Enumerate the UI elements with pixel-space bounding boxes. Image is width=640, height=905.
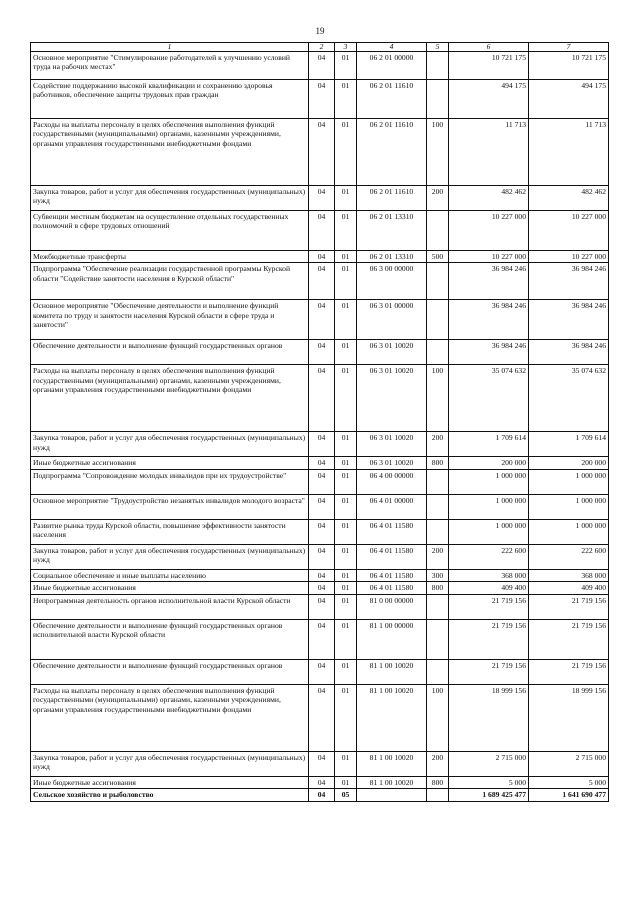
row-amount-1: 2 715 000 bbox=[449, 751, 529, 776]
row-target-code: 06 4 01 11580 bbox=[357, 519, 427, 544]
row-target-code: 81 1 00 10020 bbox=[357, 684, 427, 751]
row-amount-1: 10 721 175 bbox=[449, 52, 529, 80]
row-amount-1: 1 000 000 bbox=[449, 494, 529, 519]
row-section-code: 04 bbox=[309, 751, 335, 776]
row-amount-1: 11 713 bbox=[449, 119, 529, 186]
row-expense-type-code bbox=[427, 211, 449, 251]
row-amount-1: 222 600 bbox=[449, 544, 529, 569]
row-name: Развитие рынка труда Курской области, повышение эффективности занятости населения bbox=[31, 519, 309, 544]
row-subsection-code: 01 bbox=[335, 211, 357, 251]
row-amount-1: 21 719 156 bbox=[449, 659, 529, 684]
row-amount-1: 35 074 632 bbox=[449, 365, 529, 432]
row-name: Закупка товаров, работ и услуг для обеспечения государственных (муниципальных) нужд bbox=[31, 751, 309, 776]
row-name: Основное мероприятие "Обеспечение деятельности и выполнение функций комитета по труду и занятости населения Курской области в сфере труда и занятости" bbox=[31, 300, 309, 340]
row-expense-type-code: 200 bbox=[427, 544, 449, 569]
header-col-6: 6 bbox=[449, 43, 529, 52]
row-name: Иные бюджетные ассигнования bbox=[31, 582, 309, 594]
row-expense-type-code: 200 bbox=[427, 186, 449, 211]
row-amount-1: 1 000 000 bbox=[449, 469, 529, 494]
row-section-code: 04 bbox=[309, 457, 335, 469]
row-name: Субвенции местным бюджетам на осуществление отдельных государственных полномочий в сфере трудовых отношений bbox=[31, 211, 309, 251]
table-row bbox=[31, 594, 609, 619]
row-amount-1: 5 000 bbox=[449, 776, 529, 788]
row-amount-1: 10 227 000 bbox=[449, 251, 529, 263]
header-col-4: 4 bbox=[357, 43, 427, 52]
row-amount-1: 21 719 156 bbox=[449, 594, 529, 619]
table-row bbox=[31, 251, 609, 263]
row-amount-1: 36 984 246 bbox=[449, 263, 529, 300]
row-subsection-code: 01 bbox=[335, 186, 357, 211]
row-expense-type-code: 100 bbox=[427, 684, 449, 751]
row-target-code: 81 1 00 10020 bbox=[357, 751, 427, 776]
header-col-2: 2 bbox=[309, 43, 335, 52]
table-row bbox=[31, 789, 609, 801]
row-amount-1: 482 462 bbox=[449, 186, 529, 211]
row-expense-type-code: 200 bbox=[427, 432, 449, 457]
row-amount-1: 200 000 bbox=[449, 457, 529, 469]
table-row bbox=[31, 80, 609, 119]
row-target-code: 06 3 01 10020 bbox=[357, 340, 427, 365]
row-expense-type-code bbox=[427, 263, 449, 300]
row-expense-type-code: 800 bbox=[427, 457, 449, 469]
row-amount-1: 409 400 bbox=[449, 582, 529, 594]
row-subsection-code: 01 bbox=[335, 300, 357, 340]
row-section-code: 04 bbox=[309, 80, 335, 119]
header-row bbox=[31, 43, 609, 52]
row-amount-2: 36 984 246 bbox=[529, 263, 609, 300]
row-amount-1: 18 999 156 bbox=[449, 684, 529, 751]
row-subsection-code: 01 bbox=[335, 263, 357, 300]
row-expense-type-code bbox=[427, 519, 449, 544]
row-amount-2: 368 000 bbox=[529, 569, 609, 581]
row-amount-2: 200 000 bbox=[529, 457, 609, 469]
row-section-code: 04 bbox=[309, 519, 335, 544]
row-name: Сельское хозяйство и рыболовство bbox=[31, 789, 309, 801]
table-row bbox=[31, 432, 609, 457]
row-amount-2: 1 709 614 bbox=[529, 432, 609, 457]
row-amount-1: 1 709 614 bbox=[449, 432, 529, 457]
row-section-code: 04 bbox=[309, 619, 335, 659]
row-expense-type-code bbox=[427, 52, 449, 80]
row-target-code: 81 1 00 10020 bbox=[357, 776, 427, 788]
row-name: Закупка товаров, работ и услуг для обеспечения государственных (муниципальных) нужд bbox=[31, 544, 309, 569]
table-row bbox=[31, 365, 609, 432]
table-row bbox=[31, 186, 609, 211]
header-col-3: 3 bbox=[335, 43, 357, 52]
row-section-code: 04 bbox=[309, 776, 335, 788]
row-amount-1: 1 000 000 bbox=[449, 519, 529, 544]
row-subsection-code: 01 bbox=[335, 582, 357, 594]
table-row bbox=[31, 569, 609, 581]
row-amount-1: 368 000 bbox=[449, 569, 529, 581]
row-expense-type-code bbox=[427, 659, 449, 684]
table-row bbox=[31, 544, 609, 569]
row-name: Обеспечение деятельности и выполнение функций государственных органов исполнительной власти Курской области bbox=[31, 619, 309, 659]
row-subsection-code: 01 bbox=[335, 594, 357, 619]
row-amount-2: 222 600 bbox=[529, 544, 609, 569]
row-target-code: 06 2 01 11610 bbox=[357, 186, 427, 211]
row-amount-2: 36 984 246 bbox=[529, 300, 609, 340]
row-section-code: 04 bbox=[309, 365, 335, 432]
row-section-code: 04 bbox=[309, 469, 335, 494]
table-row bbox=[31, 457, 609, 469]
row-amount-1: 36 984 246 bbox=[449, 340, 529, 365]
row-target-code: 06 4 01 11580 bbox=[357, 582, 427, 594]
table-row bbox=[31, 340, 609, 365]
row-subsection-code: 01 bbox=[335, 776, 357, 788]
table-row bbox=[31, 52, 609, 80]
row-section-code: 04 bbox=[309, 300, 335, 340]
table-row bbox=[31, 263, 609, 300]
row-target-code: 06 2 01 11610 bbox=[357, 119, 427, 186]
row-section-code: 04 bbox=[309, 432, 335, 457]
row-name: Расходы на выплаты персоналу в целях обеспечения выполнения функций государственными (муниципальными) органами, казенными учреждениями, органами управления государственными внебюджетными фондами bbox=[31, 365, 309, 432]
row-name: Подпрограмма "Обеспечение реализации государственной программы Курской области "Содействие занятости населения в Курской области" bbox=[31, 263, 309, 300]
row-target-code: 06 3 00 00000 bbox=[357, 263, 427, 300]
table-row bbox=[31, 582, 609, 594]
row-expense-type-code: 200 bbox=[427, 751, 449, 776]
table-row bbox=[31, 211, 609, 251]
row-amount-1: 21 719 156 bbox=[449, 619, 529, 659]
row-target-code: 06 4 01 11580 bbox=[357, 544, 427, 569]
row-target-code: 06 2 01 00000 bbox=[357, 52, 427, 80]
row-target-code: 06 2 01 13310 bbox=[357, 211, 427, 251]
row-amount-2: 36 984 246 bbox=[529, 340, 609, 365]
table-row bbox=[31, 494, 609, 519]
row-subsection-code: 01 bbox=[335, 80, 357, 119]
row-name: Подпрограмма "Сопровождение молодых инвалидов при их трудоустройстве" bbox=[31, 469, 309, 494]
row-target-code: 06 4 01 00000 bbox=[357, 494, 427, 519]
row-subsection-code: 01 bbox=[335, 52, 357, 80]
table-row bbox=[31, 751, 609, 776]
row-amount-2: 21 719 156 bbox=[529, 619, 609, 659]
row-target-code: 06 4 00 00000 bbox=[357, 469, 427, 494]
table-row bbox=[31, 684, 609, 751]
row-expense-type-code: 300 bbox=[427, 569, 449, 581]
row-amount-2: 1 641 690 477 bbox=[529, 789, 609, 801]
row-name: Основное мероприятие "Трудоустройство незанятых инвалидов молодого возраста" bbox=[31, 494, 309, 519]
row-target-code: 06 2 01 13310 bbox=[357, 251, 427, 263]
row-subsection-code: 01 bbox=[335, 432, 357, 457]
table-row bbox=[31, 619, 609, 659]
row-name: Закупка товаров, работ и услуг для обеспечения государственных (муниципальных) нужд bbox=[31, 432, 309, 457]
row-section-code: 04 bbox=[309, 52, 335, 80]
row-amount-2: 11 713 bbox=[529, 119, 609, 186]
row-amount-2: 21 719 156 bbox=[529, 659, 609, 684]
row-section-code: 04 bbox=[309, 186, 335, 211]
page-number: 19 bbox=[315, 26, 325, 36]
row-amount-2: 1 000 000 bbox=[529, 469, 609, 494]
table-row bbox=[31, 119, 609, 186]
row-expense-type-code: 800 bbox=[427, 776, 449, 788]
row-amount-2: 18 999 156 bbox=[529, 684, 609, 751]
row-target-code: 81 1 00 10020 bbox=[357, 659, 427, 684]
row-name: Социальное обеспечение и иные выплаты населению bbox=[31, 569, 309, 581]
row-name: Основное мероприятие "Стимулирование работодателей к улучшению условий труда на рабочих местах" bbox=[31, 52, 309, 80]
row-amount-2: 2 715 000 bbox=[529, 751, 609, 776]
row-target-code: 81 0 00 00000 bbox=[357, 594, 427, 619]
row-subsection-code: 01 bbox=[335, 751, 357, 776]
row-amount-2: 10 227 000 bbox=[529, 211, 609, 251]
row-subsection-code: 01 bbox=[335, 659, 357, 684]
row-amount-2: 35 074 632 bbox=[529, 365, 609, 432]
row-expense-type-code: 100 bbox=[427, 119, 449, 186]
header-col-5: 5 bbox=[427, 43, 449, 52]
row-amount-2: 409 400 bbox=[529, 582, 609, 594]
row-subsection-code: 01 bbox=[335, 340, 357, 365]
row-subsection-code: 01 bbox=[335, 684, 357, 751]
table-row bbox=[31, 469, 609, 494]
row-section-code: 04 bbox=[309, 684, 335, 751]
row-name: Иные бюджетные ассигнования bbox=[31, 776, 309, 788]
row-section-code: 04 bbox=[309, 340, 335, 365]
row-amount-1: 1 689 425 477 bbox=[449, 789, 529, 801]
row-subsection-code: 01 bbox=[335, 494, 357, 519]
header-col-1: 1 bbox=[31, 43, 309, 52]
row-amount-1: 36 984 246 bbox=[449, 300, 529, 340]
header-col-7: 7 bbox=[529, 43, 609, 52]
row-name: Расходы на выплаты персоналу в целях обеспечения выполнения функций государственными (муниципальными) органами, казенными учреждениями, органами управления государственными внебюджетными фондами bbox=[31, 119, 309, 186]
row-name: Обеспечение деятельности и выполнение функций государственных органов bbox=[31, 659, 309, 684]
row-expense-type-code: 100 bbox=[427, 365, 449, 432]
row-subsection-code: 05 bbox=[335, 789, 357, 801]
row-section-code: 04 bbox=[309, 789, 335, 801]
row-amount-1: 494 175 bbox=[449, 80, 529, 119]
row-name: Непрограммная деятельность органов исполнительной власти Курской области bbox=[31, 594, 309, 619]
row-section-code: 04 bbox=[309, 119, 335, 186]
table-row bbox=[31, 519, 609, 544]
row-amount-1: 10 227 000 bbox=[449, 211, 529, 251]
row-subsection-code: 01 bbox=[335, 251, 357, 263]
row-subsection-code: 01 bbox=[335, 569, 357, 581]
row-section-code: 04 bbox=[309, 569, 335, 581]
row-section-code: 04 bbox=[309, 251, 335, 263]
row-expense-type-code bbox=[427, 789, 449, 801]
row-expense-type-code bbox=[427, 80, 449, 119]
row-expense-type-code bbox=[427, 594, 449, 619]
row-target-code: 06 3 01 10020 bbox=[357, 365, 427, 432]
row-expense-type-code: 800 bbox=[427, 582, 449, 594]
row-name: Иные бюджетные ассигнования bbox=[31, 457, 309, 469]
row-target-code: 06 4 01 11580 bbox=[357, 569, 427, 581]
table-row bbox=[31, 300, 609, 340]
row-target-code bbox=[357, 789, 427, 801]
table-row bbox=[31, 776, 609, 788]
row-amount-2: 482 462 bbox=[529, 186, 609, 211]
row-section-code: 04 bbox=[309, 263, 335, 300]
row-name: Обеспечение деятельности и выполнение функций государственных органов bbox=[31, 340, 309, 365]
row-section-code: 04 bbox=[309, 594, 335, 619]
row-subsection-code: 01 bbox=[335, 457, 357, 469]
row-amount-2: 1 000 000 bbox=[529, 494, 609, 519]
row-amount-2: 5 000 bbox=[529, 776, 609, 788]
table-body bbox=[31, 52, 609, 802]
row-name: Расходы на выплаты персоналу в целях обеспечения выполнения функций государственными (муниципальными) органами, казенными учреждениями, органами управления государственными внебюджетными фондами bbox=[31, 684, 309, 751]
row-amount-2: 494 175 bbox=[529, 80, 609, 119]
row-target-code: 06 2 01 11610 bbox=[357, 80, 427, 119]
row-expense-type-code bbox=[427, 494, 449, 519]
row-expense-type-code bbox=[427, 469, 449, 494]
row-section-code: 04 bbox=[309, 211, 335, 251]
table-row bbox=[31, 659, 609, 684]
row-expense-type-code bbox=[427, 300, 449, 340]
row-subsection-code: 01 bbox=[335, 519, 357, 544]
row-target-code: 06 3 01 10020 bbox=[357, 432, 427, 457]
row-subsection-code: 01 bbox=[335, 365, 357, 432]
row-amount-2: 10 721 175 bbox=[529, 52, 609, 80]
row-section-code: 04 bbox=[309, 544, 335, 569]
row-section-code: 04 bbox=[309, 494, 335, 519]
row-target-code: 81 1 00 00000 bbox=[357, 619, 427, 659]
row-subsection-code: 01 bbox=[335, 619, 357, 659]
row-target-code: 06 3 01 10020 bbox=[357, 457, 427, 469]
row-amount-2: 21 719 156 bbox=[529, 594, 609, 619]
row-section-code: 04 bbox=[309, 659, 335, 684]
row-expense-type-code bbox=[427, 340, 449, 365]
row-target-code: 06 3 01 00000 bbox=[357, 300, 427, 340]
row-amount-2: 10 227 000 bbox=[529, 251, 609, 263]
row-subsection-code: 01 bbox=[335, 469, 357, 494]
row-name: Закупка товаров, работ и услуг для обеспечения государственных (муниципальных) нужд bbox=[31, 186, 309, 211]
row-section-code: 04 bbox=[309, 582, 335, 594]
row-amount-2: 1 000 000 bbox=[529, 519, 609, 544]
row-subsection-code: 01 bbox=[335, 119, 357, 186]
row-expense-type-code: 500 bbox=[427, 251, 449, 263]
row-name: Межбюджетные трансферты bbox=[31, 251, 309, 263]
row-expense-type-code bbox=[427, 619, 449, 659]
budget-table bbox=[30, 42, 609, 802]
row-name: Содействие поддержанию высокой квалификации и сохранению здоровья работников, обеспечение защиты трудовых прав граждан bbox=[31, 80, 309, 119]
row-subsection-code: 01 bbox=[335, 544, 357, 569]
